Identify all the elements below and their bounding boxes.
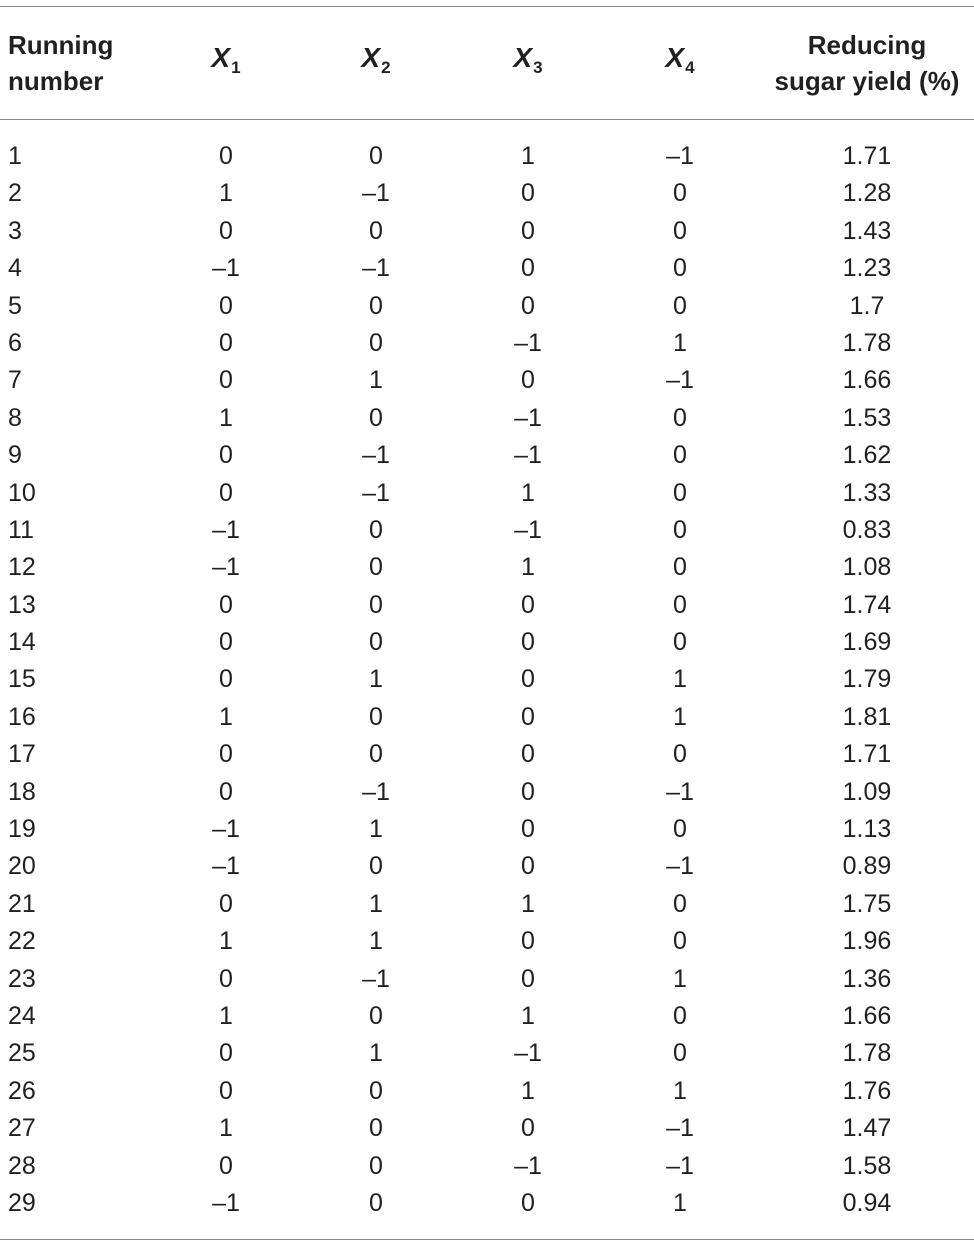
table-row <box>0 774 974 811</box>
x2-cell: –1 <box>362 254 390 283</box>
x2-cell: 0 <box>369 291 383 320</box>
table-row <box>0 923 974 960</box>
x4-cell: 0 <box>673 478 687 507</box>
x2-cell: 0 <box>369 702 383 731</box>
running-number-cell: 1 <box>8 142 22 170</box>
x1-cell: 0 <box>219 1039 233 1068</box>
table-row <box>0 250 974 287</box>
running-number-cell: 19 <box>8 815 36 844</box>
x4-cell: 0 <box>673 291 687 320</box>
x4-cell: –1 <box>666 852 694 881</box>
header-running-number-line1: Running <box>8 29 114 60</box>
x3-cell: 0 <box>521 179 535 208</box>
header-x4-sub: 4 <box>685 57 695 77</box>
x4-cell: 1 <box>673 702 687 731</box>
table-row <box>0 699 974 736</box>
x2-cell: 0 <box>369 328 383 357</box>
header-reducing-sugar-yield <box>760 6 974 119</box>
x2-cell: –1 <box>362 478 390 507</box>
reducing-sugar-yield-cell: 1.76 <box>842 1076 892 1105</box>
x3-cell: 0 <box>521 964 535 993</box>
x1-cell: 0 <box>219 291 233 320</box>
running-number-cell: 3 <box>8 216 22 245</box>
x3-cell: 1 <box>521 1001 535 1030</box>
x3-cell: 0 <box>521 216 535 245</box>
x1-cell: 0 <box>219 1151 233 1180</box>
reducing-sugar-yield-cell: 1.53 <box>842 403 892 432</box>
table-row <box>0 811 974 848</box>
x4-cell: 1 <box>673 1188 687 1217</box>
running-number-cell: 12 <box>8 553 36 582</box>
table-row <box>0 624 974 661</box>
x1-cell: 0 <box>219 964 233 993</box>
x4-cell: 1 <box>673 665 687 694</box>
running-number-cell: 15 <box>8 665 36 694</box>
running-number-cell: 5 <box>8 291 22 320</box>
x2-cell: 0 <box>369 1188 383 1217</box>
x3-cell: –1 <box>514 1151 542 1180</box>
running-number-cell: 8 <box>8 403 22 432</box>
x3-cell: 0 <box>521 852 535 881</box>
reducing-sugar-yield-cell: 0.94 <box>842 1188 892 1217</box>
x4-cell: 0 <box>673 403 687 432</box>
x2-cell: 1 <box>369 366 383 395</box>
x3-cell: 1 <box>521 478 535 507</box>
table-row <box>0 886 974 923</box>
x3-cell: 0 <box>521 366 535 395</box>
x2-cell: 0 <box>369 1114 383 1143</box>
reducing-sugar-yield-cell: 1.7 <box>849 291 885 320</box>
reducing-sugar-yield-cell: 1.78 <box>842 1039 892 1068</box>
x1-cell: –1 <box>212 515 240 544</box>
x1-cell: 0 <box>219 328 233 357</box>
x2-cell: –1 <box>362 441 390 470</box>
running-number-cell: 16 <box>8 702 36 731</box>
running-number-cell: 26 <box>8 1076 36 1105</box>
x1-cell: 0 <box>219 665 233 694</box>
x2-cell: 0 <box>369 590 383 619</box>
table-row <box>0 400 974 437</box>
x2-cell: 0 <box>369 515 383 544</box>
running-number-cell: 27 <box>8 1114 36 1143</box>
x1-cell: –1 <box>212 852 240 881</box>
x1-cell: 1 <box>219 179 233 208</box>
header-x4 <box>620 6 740 119</box>
running-number-cell: 2 <box>8 179 22 208</box>
x4-cell: 0 <box>673 216 687 245</box>
x4-cell: 1 <box>673 328 687 357</box>
table-row <box>0 362 974 399</box>
x4-cell: 0 <box>673 1039 687 1068</box>
reducing-sugar-yield-cell: 1.75 <box>842 889 892 918</box>
x4-cell: 1 <box>673 1076 687 1105</box>
table-body <box>0 138 974 1222</box>
x1-cell: 1 <box>219 927 233 956</box>
running-number-cell: 4 <box>8 254 22 283</box>
x3-cell: 1 <box>521 1076 535 1105</box>
reducing-sugar-yield-cell: 1.79 <box>842 665 892 694</box>
reducing-sugar-yield-cell: 1.81 <box>842 702 892 731</box>
x3-cell: 0 <box>521 590 535 619</box>
header-x3 <box>468 6 588 119</box>
reducing-sugar-yield-cell: 1.71 <box>842 142 892 170</box>
reducing-sugar-yield-cell: 1.66 <box>842 1001 892 1030</box>
table-row <box>0 288 974 325</box>
reducing-sugar-yield-cell: 1.47 <box>842 1114 892 1143</box>
x2-cell: 1 <box>369 815 383 844</box>
reducing-sugar-yield-cell: 1.58 <box>842 1151 892 1180</box>
table-row <box>0 1185 974 1222</box>
x4-cell: –1 <box>666 1151 694 1180</box>
table-row <box>0 437 974 474</box>
x3-cell: 0 <box>521 1188 535 1217</box>
running-number-cell: 6 <box>8 328 22 357</box>
table-row <box>0 848 974 885</box>
x4-cell: 0 <box>673 815 687 844</box>
reducing-sugar-yield-cell: 1.74 <box>842 590 892 619</box>
x3-cell: 1 <box>521 889 535 918</box>
x2-cell: –1 <box>362 964 390 993</box>
running-number-cell: 22 <box>8 927 36 956</box>
x1-cell: 0 <box>219 889 233 918</box>
x4-cell: 0 <box>673 889 687 918</box>
x2-cell: 0 <box>369 628 383 657</box>
reducing-sugar-yield-cell: 0.83 <box>842 515 892 544</box>
x1-cell: –1 <box>212 254 240 283</box>
header-rule <box>0 119 974 120</box>
x3-cell: 0 <box>521 291 535 320</box>
header-x1 <box>166 6 286 119</box>
x3-cell: 1 <box>521 142 535 170</box>
header-yield-line1: Reducing <box>807 29 927 60</box>
x3-cell: 0 <box>521 777 535 806</box>
header-x2-sub: 2 <box>381 57 391 77</box>
x1-cell: 1 <box>219 403 233 432</box>
reducing-sugar-yield-cell: 1.71 <box>842 740 892 769</box>
x3-cell: –1 <box>514 403 542 432</box>
header-x1-sub: 1 <box>231 57 241 77</box>
x2-cell: 0 <box>369 1076 383 1105</box>
x4-cell: 0 <box>673 254 687 283</box>
x1-cell: 0 <box>219 216 233 245</box>
x4-cell: 0 <box>673 441 687 470</box>
running-number-cell: 9 <box>8 441 22 470</box>
table-header <box>0 6 974 119</box>
x3-cell: 0 <box>521 702 535 731</box>
x4-cell: 0 <box>673 1001 687 1030</box>
x1-cell: 0 <box>219 1076 233 1105</box>
table-row <box>0 961 974 998</box>
table-row <box>0 213 974 250</box>
x3-cell: –1 <box>514 441 542 470</box>
table-row <box>0 325 974 362</box>
x2-cell: 0 <box>369 1001 383 1030</box>
x2-cell: 0 <box>369 142 383 170</box>
x1-cell: 1 <box>219 1114 233 1143</box>
reducing-sugar-yield-cell: 1.69 <box>842 628 892 657</box>
x1-cell: 1 <box>219 1001 233 1030</box>
running-number-cell: 23 <box>8 964 36 993</box>
x2-cell: 0 <box>369 216 383 245</box>
running-number-cell: 13 <box>8 590 36 619</box>
bottom-rule <box>0 1239 974 1240</box>
running-number-cell: 25 <box>8 1039 36 1068</box>
header-running-number-line2: number <box>8 65 104 96</box>
running-number-cell: 18 <box>8 777 36 806</box>
reducing-sugar-yield-cell: 1.13 <box>842 815 892 844</box>
x2-cell: 0 <box>369 403 383 432</box>
x1-cell: 0 <box>219 777 233 806</box>
header-x2 <box>316 6 436 119</box>
x3-cell: 0 <box>521 740 535 769</box>
x4-cell: 0 <box>673 740 687 769</box>
x4-cell: 0 <box>673 179 687 208</box>
x4-cell: –1 <box>666 777 694 806</box>
x1-cell: 0 <box>219 366 233 395</box>
x3-cell: 0 <box>521 628 535 657</box>
x2-cell: –1 <box>362 179 390 208</box>
x1-cell: 0 <box>219 740 233 769</box>
header-x4-var: X <box>665 41 685 73</box>
reducing-sugar-yield-cell: 1.36 <box>842 964 892 993</box>
header-x1-var: X <box>211 41 231 73</box>
x2-cell: 1 <box>369 665 383 694</box>
table-row <box>0 138 974 175</box>
running-number-cell: 20 <box>8 852 36 881</box>
x2-cell: 0 <box>369 740 383 769</box>
x4-cell: –1 <box>666 1114 694 1143</box>
reducing-sugar-yield-cell: 0.89 <box>842 852 892 881</box>
running-number-cell: 7 <box>8 366 22 395</box>
x3-cell: –1 <box>514 515 542 544</box>
x4-cell: 0 <box>673 628 687 657</box>
reducing-sugar-yield-cell: 1.08 <box>842 553 892 582</box>
x1-cell: –1 <box>212 553 240 582</box>
x3-cell: 0 <box>521 815 535 844</box>
header-x3-sub: 3 <box>533 57 543 77</box>
x4-cell: –1 <box>666 142 694 170</box>
x2-cell: 0 <box>369 852 383 881</box>
table-row <box>0 1035 974 1072</box>
x4-cell: 0 <box>673 553 687 582</box>
x4-cell: 0 <box>673 515 687 544</box>
running-number-cell: 24 <box>8 1001 36 1030</box>
x3-cell: 0 <box>521 665 535 694</box>
header-running-number <box>8 6 168 119</box>
reducing-sugar-yield-cell: 1.33 <box>842 478 892 507</box>
running-number-cell: 17 <box>8 740 36 769</box>
reducing-sugar-yield-cell: 1.96 <box>842 927 892 956</box>
table-row <box>0 1148 974 1185</box>
x3-cell: 0 <box>521 1114 535 1143</box>
header-x2-var: X <box>361 41 381 73</box>
x4-cell: –1 <box>666 366 694 395</box>
table-row <box>0 736 974 773</box>
x3-cell: –1 <box>514 1039 542 1068</box>
x1-cell: 0 <box>219 441 233 470</box>
x4-cell: 0 <box>673 927 687 956</box>
running-number-cell: 28 <box>8 1151 36 1180</box>
table-row <box>0 1073 974 1110</box>
table-row <box>0 475 974 512</box>
x1-cell: 0 <box>219 142 233 170</box>
reducing-sugar-yield-cell: 1.78 <box>842 328 892 357</box>
table-row <box>0 998 974 1035</box>
x3-cell: –1 <box>514 328 542 357</box>
table-row <box>0 175 974 212</box>
table-row <box>0 661 974 698</box>
running-number-cell: 11 <box>8 515 34 544</box>
x1-cell: 0 <box>219 590 233 619</box>
table-row <box>0 1110 974 1147</box>
x1-cell: –1 <box>212 815 240 844</box>
table-row <box>0 549 974 586</box>
x4-cell: 0 <box>673 590 687 619</box>
reducing-sugar-yield-cell: 1.23 <box>842 254 892 283</box>
running-number-cell: 21 <box>8 889 36 918</box>
reducing-sugar-yield-cell: 1.66 <box>842 366 892 395</box>
x3-cell: 0 <box>521 927 535 956</box>
reducing-sugar-yield-cell: 1.62 <box>842 441 892 470</box>
x2-cell: 1 <box>369 889 383 918</box>
x2-cell: 0 <box>369 1151 383 1180</box>
x4-cell: 1 <box>673 964 687 993</box>
x1-cell: –1 <box>212 1188 240 1217</box>
table-row <box>0 512 974 549</box>
reducing-sugar-yield-cell: 1.09 <box>842 777 892 806</box>
header-yield-line2: sugar yield (%) <box>774 65 960 96</box>
x2-cell: –1 <box>362 777 390 806</box>
x2-cell: 1 <box>369 927 383 956</box>
running-number-cell: 29 <box>8 1188 36 1217</box>
header-x3-var: X <box>513 41 533 73</box>
running-number-cell: 14 <box>8 628 36 657</box>
reducing-sugar-yield-cell: 1.28 <box>842 179 892 208</box>
table-row <box>0 587 974 624</box>
running-number-cell: 10 <box>8 478 36 507</box>
x3-cell: 1 <box>521 553 535 582</box>
x2-cell: 0 <box>369 553 383 582</box>
x1-cell: 0 <box>219 628 233 657</box>
reducing-sugar-yield-cell: 1.43 <box>842 216 892 245</box>
x1-cell: 1 <box>219 702 233 731</box>
x3-cell: 0 <box>521 254 535 283</box>
x2-cell: 1 <box>369 1039 383 1068</box>
x1-cell: 0 <box>219 478 233 507</box>
